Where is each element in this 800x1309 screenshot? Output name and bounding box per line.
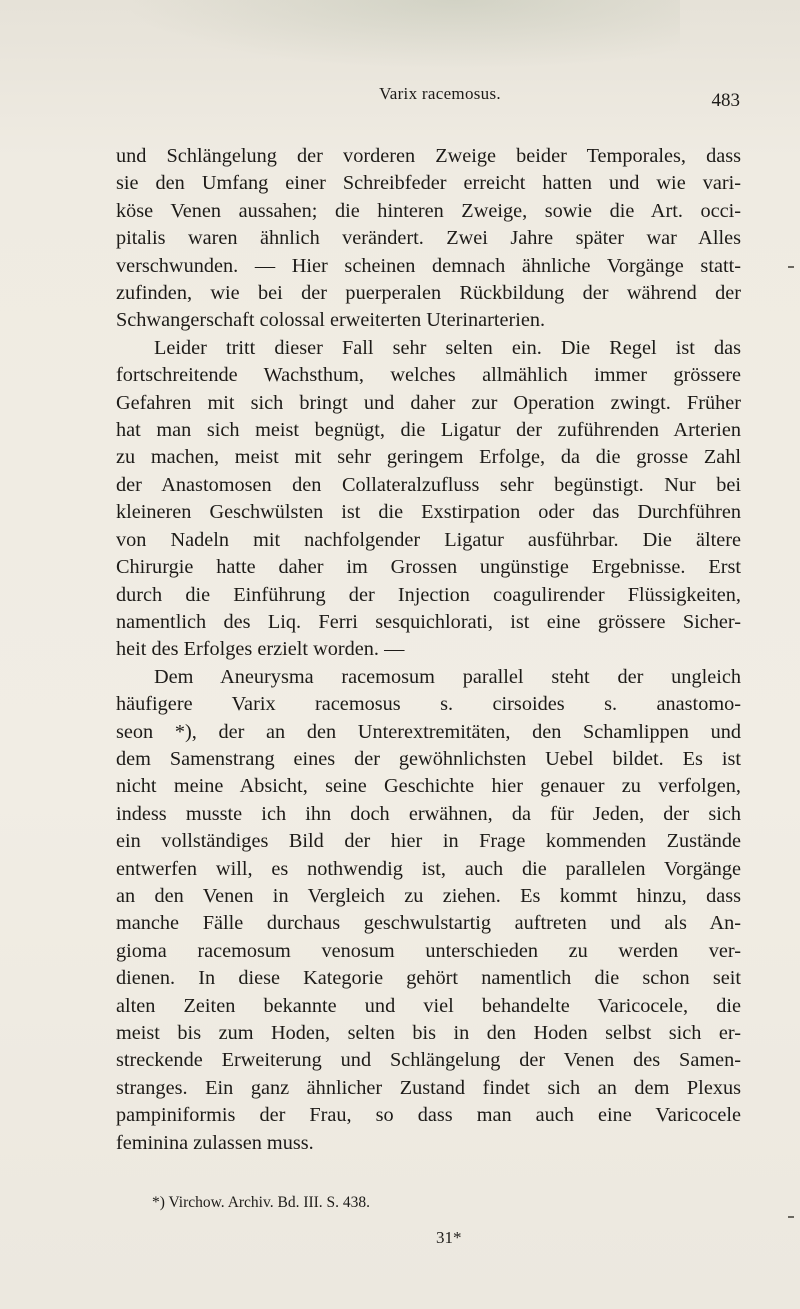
text-line: feminina zulassen muss. (116, 1131, 314, 1154)
text-line: pitalis waren ähnlich verändert. Zwei Jahre später war Alles (116, 227, 741, 250)
text-line: von Nadeln mit nachfolgender Ligatur ausführbar. Die ältere (116, 528, 741, 551)
text-line: zu machen, meist mit sehr geringem Erfolge, da die grosse Zahl (116, 446, 741, 469)
text-line: meist bis zum Hoden, selten bis in den Hoden selbst sich er- (116, 1022, 741, 1044)
running-head: Varix racemosus. (379, 84, 501, 103)
edge-mark (788, 1216, 794, 1218)
text-line: köse Venen aussahen; die hinteren Zweige, sowie die Art. occi- (116, 199, 741, 222)
signature-mark: 31* (436, 1228, 462, 1247)
text-line: fortschreitende Wachsthum, welches allmählich immer grössere (116, 364, 741, 387)
text-line: heit des Erfolges erzielt worden. — (116, 638, 405, 661)
text-line: Schwangerschaft colossal erweiterten Uterinarterien. (116, 309, 546, 332)
text-line: seon *), der an den Unterextremitäten, den Schamlippen und (116, 720, 741, 743)
text-line: namentlich des Liq. Ferri sesquichlorati, ist eine grössere Sicher- (116, 610, 741, 633)
text-line: gioma racemosum venosum unterschieden zu werden ver- (116, 939, 741, 962)
page-header (140, 84, 740, 124)
text-line: stranges. Ein ganz ähnlicher Zustand findet sich an dem Plexus (116, 1076, 741, 1099)
text-line: Leider tritt dieser Fall sehr selten ein. Die Regel ist das (154, 336, 741, 359)
text-line: sie den Umfang einer Schreibfeder erreicht hatten und wie vari- (116, 172, 741, 195)
text-line: zufinden, wie bei der puerperalen Rückbildung der während der (116, 282, 741, 305)
text-line: dienen. In diese Kategorie gehört namentlich die schon seit (116, 967, 741, 990)
text-line: kleineren Geschwülsten ist die Exstirpation oder das Durchführen (116, 501, 741, 524)
text-line: alten Zeiten bekannte und viel behandelte Varicocele, die (116, 994, 741, 1017)
text-line: Dem Aneurysma racemosum parallel steht der ungleich (154, 665, 741, 688)
footnote: *) Virchow. Archiv. Bd. III. S. 438. (152, 1194, 371, 1211)
text-line: und Schlängelung der vorderen Zweige beider Temporales, dass (116, 145, 741, 167)
text-line: häufigere Varix racemosus s. cirsoides s. anastomo- (116, 693, 741, 716)
text-line: verschwunden. — Hier scheinen demnach ähnliche Vorgänge statt- (116, 254, 741, 277)
text-line: indess musste ich ihn doch erwähnen, da für Jeden, der sich (116, 802, 741, 825)
text-line: durch die Einführung der Injection coagulirender Flüssigkeiten, (116, 583, 741, 606)
text-line: streckende Erweiterung und Schlängelung der Venen des Samen- (116, 1049, 741, 1072)
text-line: an den Venen in Vergleich zu ziehen. Es kommt hinzu, dass (116, 884, 741, 907)
text-line: nicht meine Absicht, seine Geschichte hier genauer zu verfolgen, (116, 775, 741, 798)
text-line: entwerfen will, es nothwendig ist, auch die parallelen Vorgänge (116, 857, 741, 880)
paper-stain (120, 0, 680, 70)
body-text (116, 143, 741, 1157)
text-line: ein vollständiges Bild der hier in Frage kommenden Zustände (116, 830, 741, 853)
text-line: der Anastomosen den Collateralzufluss sehr begünstigt. Nur bei (116, 473, 741, 496)
page-number: 483 (711, 90, 740, 111)
text-line: pampiniformis der Frau, so dass man auch eine Varicocele (116, 1104, 741, 1127)
text-line: hat man sich meist begnügt, die Ligatur der zuführenden Arterien (116, 419, 741, 442)
text-line: Gefahren mit sich bringt und daher zur Operation zwingt. Früher (116, 391, 741, 414)
text-line: Chirurgie hatte daher im Grossen ungünstige Ergebnisse. Erst (116, 556, 741, 579)
text-line: dem Samenstrang eines der gewöhnlichsten Uebel bildet. Es ist (116, 747, 741, 770)
text-line: manche Fälle durchaus geschwulstartig auftreten und als An- (116, 912, 741, 935)
edge-mark (788, 266, 794, 268)
